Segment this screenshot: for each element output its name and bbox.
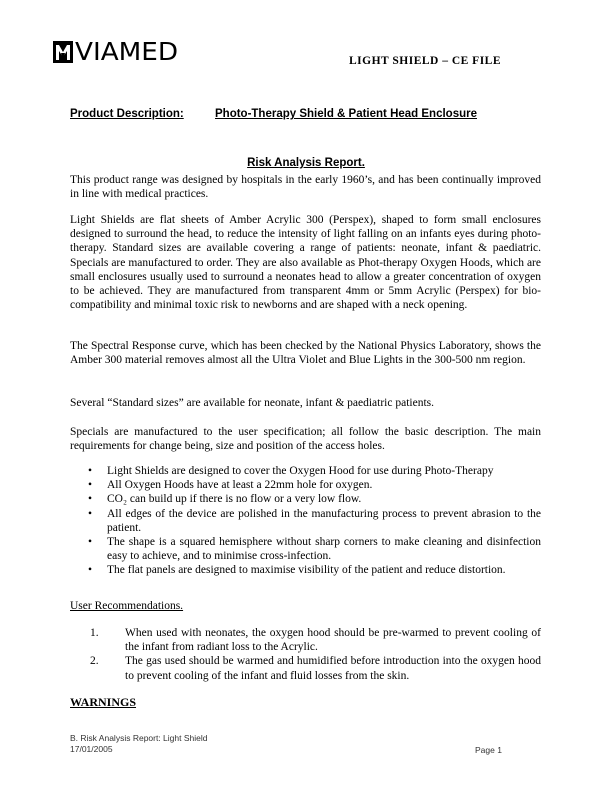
bullet-icon: • <box>88 564 93 577</box>
list-item: 1. When used with neonates, the oxygen hood should be pre-warmed to prevent cooling of the infant from radiant loss to the Acrylic. <box>90 627 541 654</box>
item-number: 1. <box>90 627 99 639</box>
list-item: • The flat panels are designed to maximise visibility of the patient and reduce distortion. <box>88 564 506 577</box>
list-item: • The shape is a squared hemisphere without sharp corners to make cleaning and disinfection easy to achieve, and to minimise cross-infection. <box>88 536 541 563</box>
bullet-icon: • <box>88 507 93 520</box>
logo-text: VIAMED <box>75 37 179 66</box>
paragraph-light-shields: Light Shields are flat sheets of Amber Acrylic 300 (Perspex), shaped to form small enclosures designed to surround the head, to reduce the intensity of light falling on an infants eyes during photo-therapy. Standard sizes are available covering a range of patients: neonate, infant & paediatric. Specials are manufactured to order. They are also available as Phot-therapy Oxygen Hoods, which are small enclosures usually used to surround a neonates head to allow a greater concentration of oxygen to be achieved. They are manufactured from transparent 4mm or 5mm Acrylic (Perspex) for bio-compatibility and minimal toxic risk to newborns and are shaped with a neck opening. <box>70 214 541 312</box>
viamed-logo <box>53 37 179 66</box>
bullet-icon: • <box>88 479 93 492</box>
list-item: • CO₂ can build up if there is no flow or a very low flow. <box>88 493 362 506</box>
list-item: • All Oxygen Hoods have at least a 22mm hole for oxygen. <box>88 479 373 492</box>
paragraph-spectral-response: The Spectral Response curve, which has been checked by the National Physics Laboratory, shows the Amber 300 material removes almost all the Ultra Violet and Blue Lights in the 300-500 nm region. <box>70 340 541 367</box>
footer-page-number: Page 1 <box>475 745 502 755</box>
bullet-icon: • <box>88 536 93 549</box>
paragraph-specials: Specials are manufactured to the user specification; all follow the basic description. The main requirements for change being, size and position of the access holes. <box>70 426 541 453</box>
product-description-label: Product Description: <box>70 108 184 120</box>
footer-date: 17/01/2005 <box>70 744 113 754</box>
report-title: Risk Analysis Report. <box>247 157 365 169</box>
bullet-icon: • <box>88 493 93 506</box>
list-item: 2. The gas used should be warmed and humidified before introduction into the oxygen hood to prevent cooling of the infant and fluid losses from the skin. <box>90 655 541 682</box>
bullet-icon: • <box>88 465 93 477</box>
product-description-value: Photo-Therapy Shield & Patient Head Enclosure <box>215 108 477 120</box>
footer-doc-name: B. Risk Analysis Report: Light Shield <box>70 733 208 743</box>
file-label: LIGHT SHIELD – CE FILE <box>349 55 502 67</box>
item-number: 2. <box>90 655 99 668</box>
list-item: • Light Shields are designed to cover the Oxygen Hood for use during Photo-Therapy <box>88 465 494 477</box>
footer-left <box>70 733 207 755</box>
features-list <box>70 464 541 578</box>
paragraph-standard-sizes: Several “Standard sizes” are available for neonate, infant & paediatric patients. <box>70 397 435 409</box>
warnings-heading: WARNINGS <box>70 695 137 709</box>
viamed-logo-mark-icon <box>53 41 73 63</box>
list-item: • All edges of the device are polished in the manufacturing process to prevent abrasion to the patient. <box>88 507 541 534</box>
paragraph-history: This product range was designed by hospitals in the early 1960’s, and has been continually improved in line with medical practices. <box>70 174 541 201</box>
user-recommendations-heading: User Recommendations. <box>70 600 184 612</box>
recommendations-list <box>70 626 541 683</box>
